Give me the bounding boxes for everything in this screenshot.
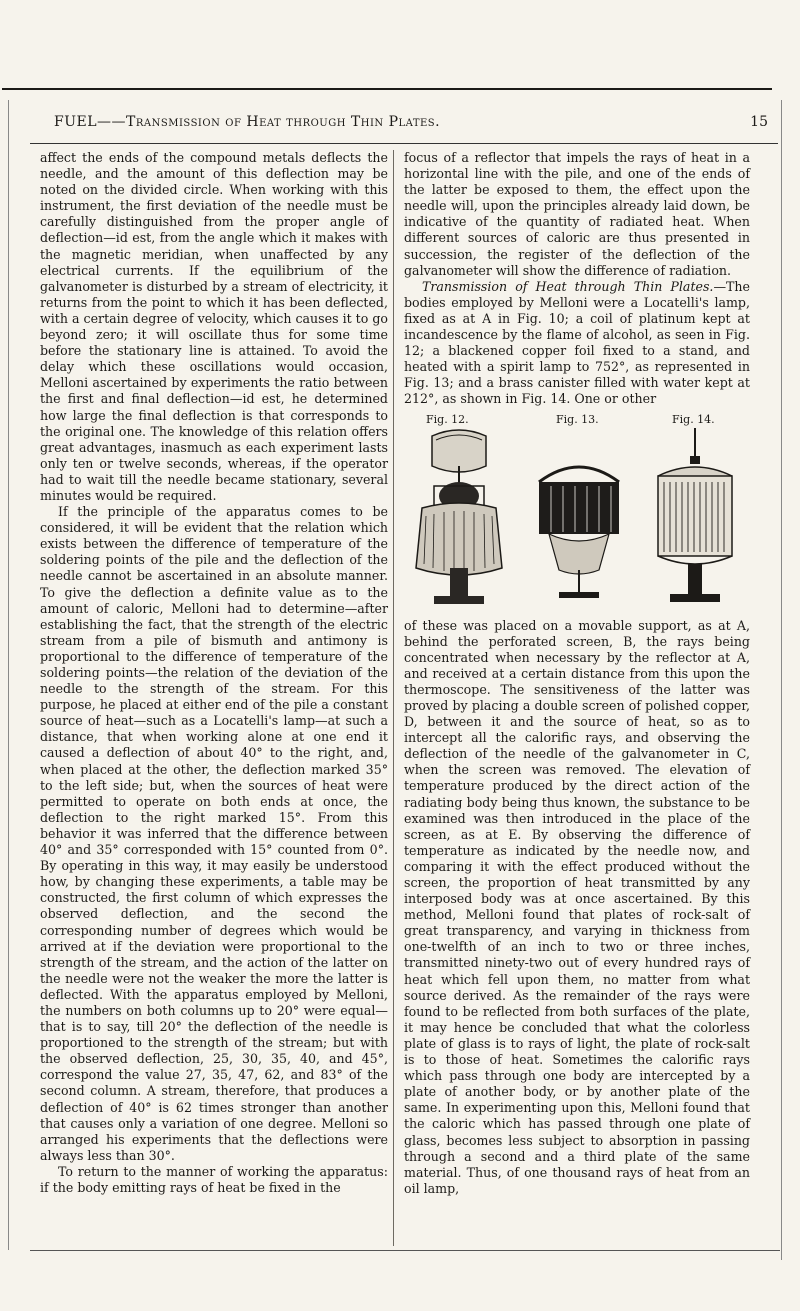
figure-14-label: Fig. 14.	[672, 412, 715, 426]
running-title-dash: ——	[97, 114, 127, 130]
right-column	[404, 150, 750, 1197]
section-title: Transmission of Heat through Thin Plates.	[422, 278, 714, 294]
paragraph: of these was placed on a movable support, as at A, behind the perforated screen, B, the rays being concentrated when necessary by the reflector at A, and received at a certain distance from this upon the thermoscope. The sensitiveness of the latter was proved by placing a double screen of polished copper, D, between it and the source of heat, so as to intercept all the calorific rays, and observing the deflection of the needle of the galvanometer in C, when the screen was removed. The elevation of temperature produced by the direct action of the radiating body being thus known, the substance to be examined was then introduced in the place of the screen, as at E. By observing the difference of temperature as indicated by the needle now, and comparing it with the effect produced without the screen, the proportion of heat transmitted by any interposed body was at once ascertained. By this method, Melloni found that plates of rock-salt of great transparency, and varying in thickness from one-twelfth of an inch to two or three inches, transmitted ninety-two out of every hundred rays of heat which fell upon them, no matter from what source derived. As the remainder of the rays were found to be reflected from both surfaces of the plate, it may hence be concluded that what the colorless plate of glass is to rays of light, the plate of rock-salt is to those of heat. Sometimes the calorific rays which pass through one body are intercepted by a plate of another body, or by another plate of the same. In experimenting upon this, Melloni found that the caloric which has passed through one plate of glass, becomes less subject to absorption in passing through a second and a third plate of the same material. Thus, of one thousand rays of heat from an oil lamp,	[404, 617, 750, 1196]
running-header	[30, 114, 778, 138]
brass-canister-figure	[640, 426, 750, 608]
page-number: 15	[750, 114, 768, 130]
running-title-left: FUEL	[54, 114, 98, 130]
left-page-edge	[8, 100, 9, 1250]
section-body: —The bodies employed by Melloni were a Locatelli's lamp, fixed as at A in Fig. 10; a coil of platinum kept at incandescence by the flame of alcohol, as seen in Fig. 12; a blackened copper foil fixed to a stand, and heated with a spirit lamp to 752°, as represented in Fig. 13; and a brass canister filled with water kept at 212°, as shown in Fig. 14. One or other	[404, 278, 750, 407]
platinum-coil-lamp-figure	[404, 426, 514, 608]
bottom-rule	[30, 1250, 780, 1251]
column-divider	[393, 150, 394, 1246]
right-page-edge	[781, 100, 782, 1260]
header-rule	[30, 143, 778, 144]
figure-13-label: Fig. 13.	[556, 412, 599, 426]
copper-foil-stand-figure	[529, 452, 629, 602]
figure-12-label: Fig. 12.	[426, 412, 469, 426]
paragraph: If the principle of the apparatus comes to be considered, it will be evident that the relation which exists between the difference of temperature of the soldering points of the pile and the deflection of the needle cannot be ascertained in an absolute manner. To give the deflection a definite value as to the amount of caloric, Melloni had to determine—after establishing the fact, that the strength of the electric stream from a pile of bismuth and antimony is proportional to the difference of temperature of the soldering points—the relation of the deviation of the needle to the strength of the stream. For this purpose, he placed at either end of the pile a constant source of heat—such as a Locatelli's lamp—at such a distance, that when working alone at one end it caused a deflection of about 40° to the right, and, when placed at the other, the deflection marked 35° to the left side; but, when the sources of heat were permitted to operate on both ends at once, the deflection to the right marked 15°. From this behavior it was inferred that the difference between 40° and 35° corresponded with 15° counted from 0°. By operating in this way, it may easily be understood how, by changing these experiments, a table may be constructed, the first column of which expresses the observed deflection, and the second the corresponding number of degrees which would be arrived at if the deviation were proportional to the strength of the stream, and the action of the latter on the needle were not the weaker the more the latter is deflected. With the apparatus employed by Melloni, the numbers on both columns up to 20° were equal—that is to say, till 20° the deflection of the needle is proportioned to the strength of the stream; but with the observed deflection, 25, 30, 35, 40, and 45°, correspond the value 27, 35, 47, 62, and 83° of the second column. A stream, therefore, that produces a deflection of 40° is 62 times stronger than another that causes only a variation of one degree. Melloni so arranged his experiments that the deflections were always less than 30°.	[40, 504, 388, 1163]
figures-12-13-14	[404, 412, 750, 610]
left-column	[40, 150, 388, 1196]
paragraph: To return to the manner of working the apparatus: if the body emitting rays of heat be fixed in the	[40, 1163, 388, 1195]
running-title-right: Transmission of Heat through Thin Plates.	[126, 114, 441, 130]
top-border-rule	[2, 88, 772, 90]
running-title	[54, 114, 440, 130]
paragraph: focus of a reflector that impels the rays of heat in a horizontal line with the pile, and one of the ends of the latter be exposed to them, the effect upon the needle will, upon the principles already laid down, be indicative of the quantity of radiated heat. When different sources of caloric are thus presented in succession, the register of the deflection of the galvanometer will show the difference of radiation.	[404, 150, 750, 278]
paragraph: affect the ends of the compound metals deflects the needle, and the amount of this deflection may be noted on the divided circle. When working with this instrument, the first deviation of the needle must be carefully distinguished from the proper angle of deflection—id est, from the angle which it makes with the magnetic meridian, when unaffected by any electrical currents. If the equilibrium of the galvanometer is disturbed by a stream of electricity, it returns from the point to which it has been deflected, with a certain degree of velocity, which causes it to go beyond zero; it will oscillate thus for some time before the stationary line is attained. To avoid the delay which these oscillations would occasion, Melloni ascertained by experiments the ratio between the first and final deflection—id est, he determined how large the final deflection is that corresponds to the original one. The knowledge of this relation offers great advantages, inasmuch as each experiment lasts only ten or twelve seconds, whereas, if the operator had to wait till the needle became stationary, several minutes would be required.	[40, 150, 388, 503]
paragraph	[404, 279, 750, 408]
